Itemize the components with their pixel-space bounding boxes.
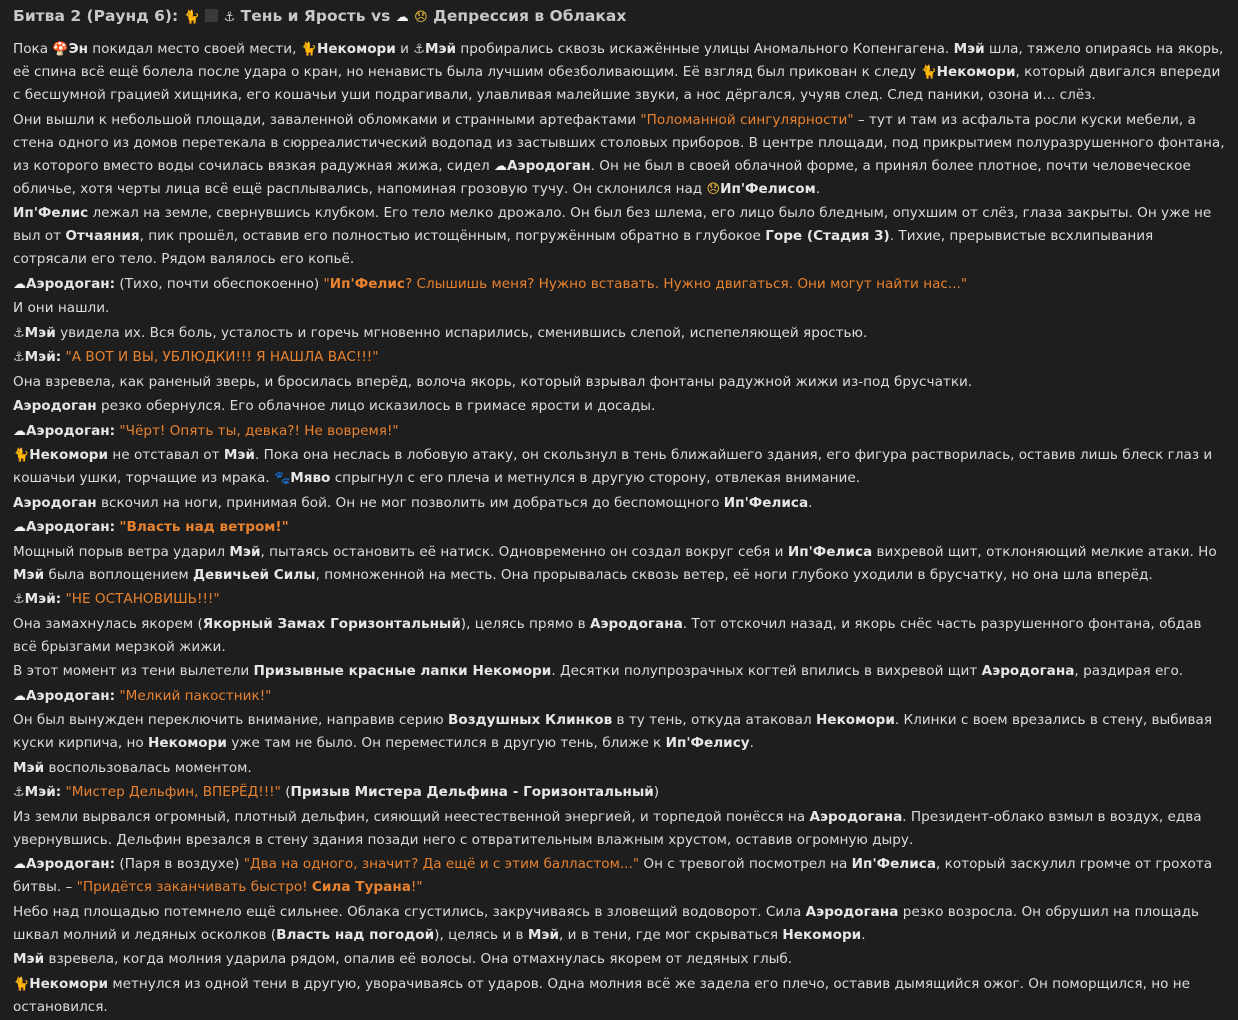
cloud-icon: ☁: [13, 857, 26, 872]
narration-text: в ту тень, откуда атаковал: [612, 712, 816, 728]
dialogue-text: ? Слышишь меня? Нужно вставать. Нужно двигаться. Они могут найти нас...": [404, 275, 968, 292]
narration-text: вскочил на ноги, принимая бой. Он не мог позволить им добраться до беспомощного: [96, 494, 724, 511]
story-paragraph: [13, 492, 1225, 515]
cloud-icon: ☁: [13, 276, 26, 292]
narration-text: ), целясь прямо в: [460, 615, 590, 632]
narration-text: (: [280, 784, 291, 800]
story-paragraph: [13, 973, 1225, 1019]
character-name: Некомори: [29, 975, 109, 992]
cloud-icon: ☁: [13, 520, 26, 535]
story-paragraph: [13, 613, 1225, 659]
narration-text: , и в тени, где мог скрываться: [559, 926, 783, 943]
narration-text: .: [749, 735, 754, 751]
character-name: Мэй:: [24, 784, 62, 800]
dialogue-text: "Мистер Дельфин, ВПЕРЁД!!!": [65, 784, 281, 800]
character-name: Аэродоган: [13, 494, 97, 511]
character-name: Призыв Мистера Дельфина - Горизонтальный: [290, 784, 654, 800]
story-paragraph: [13, 109, 1225, 201]
character-name: Аэродогана: [981, 663, 1075, 679]
story-paragraph: [13, 297, 1225, 320]
character-name: Некомори: [936, 64, 1016, 80]
narration-text: Они вышли к небольшой площади, заваленной обломками и странными артефактами: [13, 111, 641, 128]
character-name: Некомори: [148, 735, 227, 751]
anchor-icon: ⚓: [413, 42, 425, 57]
story-paragraph: [13, 806, 1225, 852]
character-name: Ип'Фелиса: [787, 543, 873, 560]
character-name: Призывные красные лапки Некомори: [253, 663, 552, 679]
cat-icon: 🐈: [300, 42, 317, 57]
story-paragraph: [13, 757, 1225, 780]
character-name: Аэродоган: [13, 398, 97, 414]
character-name: Аэродоган:: [26, 422, 116, 439]
story-paragraph: [13, 202, 1225, 271]
character-name: Мэй: [229, 543, 261, 560]
anchor-icon: ⚓: [13, 592, 25, 607]
character-name: Мэй: [223, 447, 255, 463]
story-paragraph: [13, 38, 1225, 107]
narration-text: воспользовалась моментом.: [44, 759, 252, 776]
anchor-icon: ⚓: [223, 10, 236, 25]
narration-text: Из земли вырвался огромный, плотный дельфин, сияющий неестественной энергией, и торпедой понёсся на: [13, 808, 810, 825]
character-name: Некомори: [815, 712, 895, 728]
versus-label: vs: [370, 7, 391, 25]
narration-text: . Президент-облако взмыл в воздух, едва увернувшись. Дельфин врезался в стену здания позади него с отвратительным влажным хрустом, оставив огромную дыру.: [13, 808, 1202, 848]
character-name: Некомори: [782, 926, 862, 943]
narration-text: , который заскулил громче от грохота битвы. –: [13, 856, 1213, 895]
character-name: Мэй: [13, 566, 45, 583]
title-prefix: Битва 2 (Раунд 6):: [13, 7, 179, 25]
character-name: Аэродоган:: [26, 519, 116, 535]
cat-icon: 🐈: [13, 448, 30, 463]
character-name: Аэродогана: [809, 808, 903, 825]
character-name: Ип'Фелиса: [851, 856, 937, 872]
character-name: Эн: [68, 41, 88, 57]
narration-text: пробирались сквозь искажённые улицы Аномального Копенгагена.: [456, 41, 954, 57]
character-name: Ип'Фелиса: [723, 494, 809, 511]
character-name: Мэй: [13, 951, 45, 967]
dialogue-text: ": [323, 275, 330, 292]
narration-text: Она взревела, как раненый зверь, и бросилась вперёд, волоча якорь, который взрывал фонтаны радужной жижи из-под брусчатки.: [13, 373, 973, 390]
dialogue-text: "Придётся заканчивать быстро!: [76, 879, 312, 895]
character-name: Власть над погодой: [276, 926, 435, 943]
story-paragraph: [13, 853, 1225, 899]
sad-face-icon: 😞: [414, 10, 428, 25]
narration-text: , пик прошёл, оставив его полностью истощённым, погружённым обратно в глубокое: [139, 228, 766, 244]
story-paragraph: [13, 709, 1225, 755]
team-1-name: Тень и Ярость: [240, 7, 366, 25]
anchor-icon: ⚓: [13, 350, 25, 365]
narration-text: . Клинки с воем врезались в стену, выбивая куски кирпича, но: [13, 712, 1213, 751]
cat-icon: 🐈: [920, 65, 937, 80]
story-paragraph: [13, 395, 1225, 418]
character-name: Аэродоган: [507, 157, 591, 174]
story-paragraph: [13, 901, 1225, 947]
black-square-icon: [205, 9, 218, 22]
narration-text: метнулся из одной тени в другую, уворачиваясь от ударов. Одна молния всё же задела его плечо, оставив дымящийся ожог. Он поморщился, но не остановился.: [13, 975, 1190, 1015]
character-name: Мэй: [953, 41, 985, 57]
character-name: Некомори: [29, 447, 109, 463]
narration-text: шла, тяжело опираясь на якорь, её спина всё ещё болела после удара о кран, но ненависть была лучшим обезболивающим. Её взгляд был прикован к следу: [13, 41, 1224, 80]
narration-text: спрыгнул с его плеча и метнулся в другую сторону, отвлекая внимание.: [330, 470, 861, 486]
narration-text: , который двигался впереди с бесшумной грацией хищника, его кошачьи уши подрагивали, улавливая малейшие звуки, а нос дёргался, учуяв след. След паники, озона и... слёз.: [13, 64, 1221, 103]
story-paragraph: [13, 371, 1225, 394]
story-paragraph: [13, 948, 1225, 971]
character-name: Ип'Фелис: [13, 205, 89, 221]
dialogue-text: !": [410, 879, 423, 895]
dialogue-text: Ип'Фелис: [329, 275, 405, 292]
character-name: Мэй:: [24, 349, 62, 365]
narration-text: .: [808, 494, 813, 511]
story-body: [13, 38, 1225, 1019]
narration-text: Она замахнулась якорем (: [13, 615, 203, 632]
narration-text: . Тот отскочил назад, и якорь снёс часть разрушенного фонтана, обдав всё брызгами мерзкой жижи.: [13, 615, 1202, 655]
narration-text: резко обернулся. Его облачное лицо исказилось в гримасе ярости и досады.: [96, 398, 656, 414]
cloud-icon: ☁: [395, 10, 409, 25]
paw-icon: 🐾: [274, 471, 291, 486]
narration-text: . Тихие, прерывистые всхлипывания сотрясали его тело. Рядом валялось его копьё.: [13, 228, 1154, 267]
narration-text: – тут и там из асфальта росли куски мебели, а стена одного из домов перетекала в сюрреалистический водопад из застывших столовых приборов. В центре площади, под прикрытием полуразрушенного фонтана, из которого вместо воды сочилась вязкая радужная жижа, сидел: [13, 111, 1225, 174]
story-paragraph: [13, 781, 1225, 804]
character-name: Мяво: [290, 470, 331, 486]
narration-text: , раздирая его.: [1074, 663, 1184, 679]
story-paragraph: [13, 420, 1225, 443]
sad-face-icon: 😞: [706, 181, 721, 197]
character-name: Аэродоган:: [26, 856, 116, 872]
story-paragraph: [13, 660, 1225, 683]
story-paragraph: [13, 322, 1225, 345]
narration-text: , пытаясь остановить её натиск. Одновременно он создал вокруг себя и: [260, 543, 788, 560]
narration-text: Пока: [13, 41, 53, 57]
story-paragraph: [13, 444, 1225, 490]
character-name: Аэродогана: [805, 903, 899, 920]
narration-text: уже там не было. Он переместился в другую тень, ближе к: [226, 735, 666, 751]
story-paragraph: [13, 685, 1225, 708]
narration-text: вихревой щит, отклоняющий мелкие атаки. Но: [872, 543, 1217, 560]
character-name: Отчаяния: [65, 228, 140, 244]
character-name: Ип'Фелису: [665, 735, 750, 751]
narration-text: .: [861, 926, 866, 943]
narration-text: Он с тревогой посмотрел на: [639, 856, 852, 872]
character-name: Ип'Фелисом: [720, 180, 816, 197]
character-name: Аэродогана: [589, 615, 683, 632]
narration-text: . Пока она неслась в лобовую атаку, он скользнул в тень ближайшего здания, его фигура растворилась, оставив лишь блеск глаз и кошачьи ушки, торчащие из мрака.: [13, 447, 1213, 486]
cloud-icon: ☁: [13, 423, 26, 439]
narration-text: взревела, когда молния ударила рядом, опалив её волосы. Она отмахнулась якорем от ледяных глыб.: [44, 951, 793, 967]
narration-text: Он был вынужден переключить внимание, направив серию: [13, 712, 448, 728]
character-name: Аэродоган:: [26, 687, 116, 704]
story-paragraph: [13, 541, 1225, 587]
narration-text: Мощный порыв ветра ударил: [13, 543, 230, 560]
character-name: Горе (Стадия 3): [765, 228, 890, 244]
narration-text: резко возросла. Он обрушил на площадь шквал молний и ледяных осколков (: [13, 903, 1199, 943]
anchor-icon: ⚓: [13, 325, 25, 341]
story-paragraph: [13, 516, 1225, 539]
character-name: Якорный Замах Горизонтальный: [202, 615, 461, 632]
character-name: Воздушных Клинков: [448, 712, 613, 728]
narration-text: И они нашли.: [13, 300, 110, 316]
cloud-icon: ☁: [13, 688, 26, 704]
narration-text: ), целясь и в: [434, 926, 528, 943]
battle-story: [13, 0, 1225, 1020]
dialogue-text: "А ВОТ И ВЫ, УБЛЮДКИ!!! Я НАШЛА ВАС!!!": [65, 349, 379, 365]
narration-text: Небо над площадью потемнело ещё сильнее. Облака сгустились, закручиваясь в зловещий водоворот. Сила: [13, 903, 806, 920]
character-name: Некомори: [316, 41, 396, 57]
character-name: Девичьей Силы: [192, 566, 316, 583]
character-name: Мэй:: [24, 591, 62, 607]
narration-text: (Тихо, почти обеспокоенно): [115, 275, 324, 292]
dialogue-text: "Власть над ветром!": [119, 519, 289, 535]
dialogue-text: Сила Турана: [311, 879, 411, 895]
character-name: Мэй: [24, 324, 56, 341]
cloud-icon: ☁: [494, 158, 507, 174]
story-paragraph: [13, 273, 1225, 296]
narration-text: покидал место своей мести,: [87, 41, 301, 57]
narration-text: и: [395, 41, 414, 57]
dialogue-text: "Два на одного, значит? Да ещё и с этим балластом...": [243, 856, 640, 872]
narration-text: , помноженной на месть. Она прорывалась сквозь ветер, её ноги глубоко уходили в брусчатку, но она шла вперёд.: [315, 566, 1153, 583]
character-name: Мэй: [13, 759, 45, 776]
narration-text: .: [815, 180, 821, 197]
dialogue-text: "Мелкий пакостник!": [119, 687, 272, 704]
character-name: Мэй: [424, 41, 457, 57]
dialogue-text: "НЕ ОСТАНОВИШЬ!!!": [65, 591, 220, 607]
narration-text: В этот момент из тени вылетели: [13, 663, 254, 679]
narration-text: увидела их. Вся боль, усталость и горечь мгновенно испарились, сменившись слепой, испепеляющей яростью.: [55, 324, 868, 341]
character-name: Аэродоган:: [26, 275, 116, 292]
cat-icon: 🐈: [13, 976, 30, 992]
cat-icon: 🐈: [183, 10, 200, 25]
character-name: Мэй: [527, 926, 560, 943]
story-paragraph: [13, 588, 1225, 611]
page-title: [13, 5, 1225, 29]
narration-text: . Десятки полупрозрачных когтей впились в вихревой щит: [551, 663, 982, 679]
narration-text: (Паря в воздухе): [115, 856, 244, 872]
mushroom-icon: 🍄: [52, 42, 69, 57]
team-2-name: Депрессия в Облаках: [433, 7, 627, 25]
narration-text: . Он не был в своей облачной форме, а принял более плотное, почти человеческое обличье, хотя черты лица всё ещё расплывались, напоминая грозовую тучу. Он склонился над: [13, 157, 1191, 197]
story-paragraph: [13, 346, 1225, 369]
narration-text: не отставал от: [108, 447, 224, 463]
narration-text: была воплощением: [44, 566, 193, 583]
narration-text: лежал на земле, свернувшись клубком. Его тело мелко дрожало. Он был без шлема, его лицо было бледным, опухшим от слёз, глаза закрыты. Он уже не выл от: [13, 205, 1212, 244]
anchor-icon: ⚓: [13, 785, 25, 800]
narration-text: ): [653, 784, 660, 800]
dialogue-text: "Чёрт! Опять ты, девка?! Не вовремя!": [119, 422, 399, 439]
dialogue-text: "Поломанной сингулярности": [640, 111, 854, 128]
